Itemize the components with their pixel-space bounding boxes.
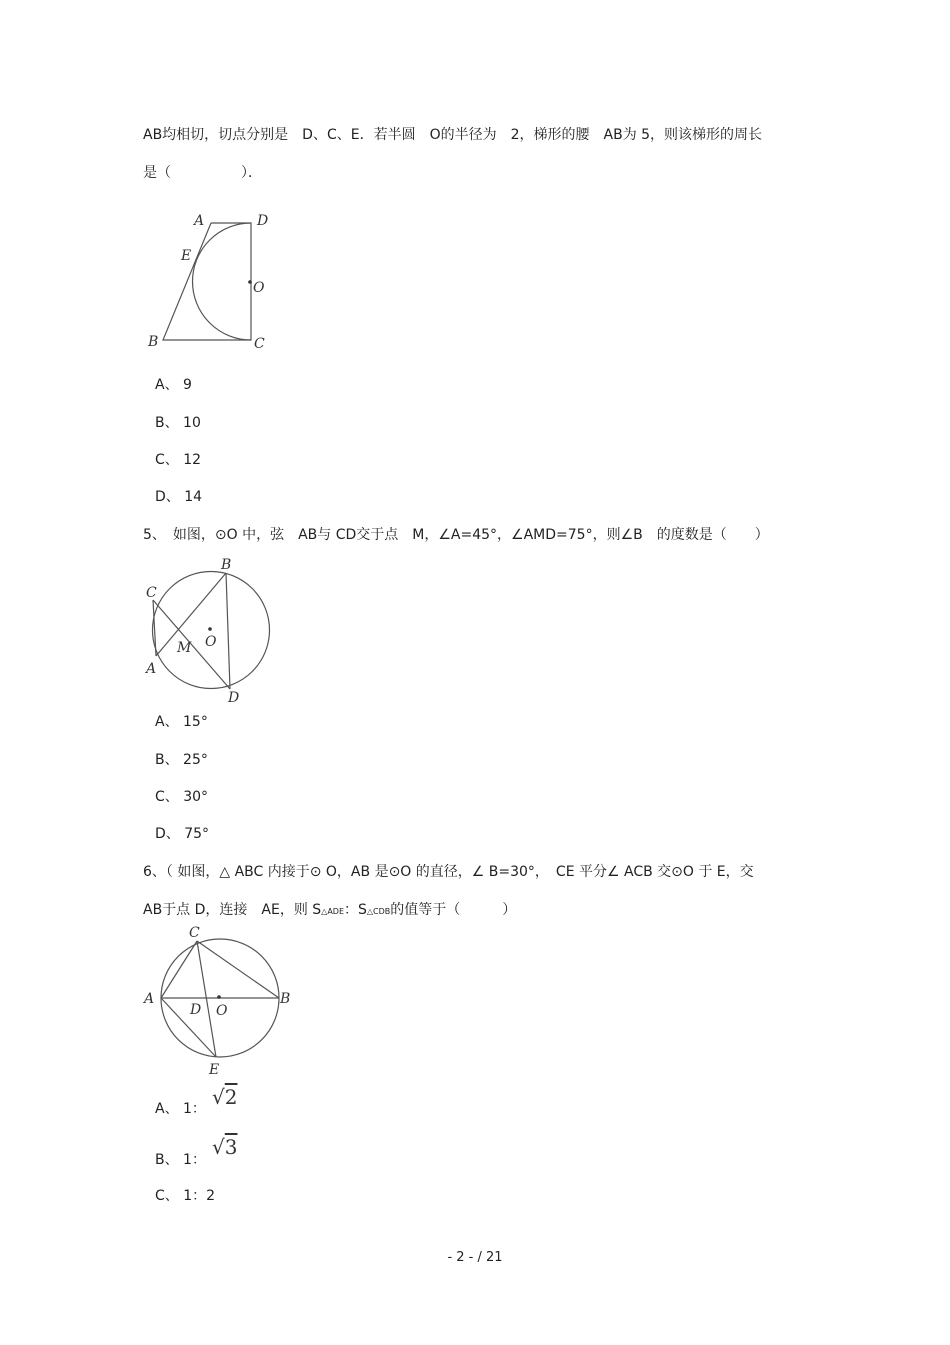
q5-stem: 5、 如图，⊙O 中，弦 AB与 CD交于点 M，∠A=45°，∠AMD=75°，则∠B 的度数是（ ） — [143, 527, 769, 543]
q6-option-a-sqrt: √2 — [212, 1085, 238, 1109]
q4-label-c: C — [254, 336, 265, 352]
q5-figure-circle-chords — [140, 552, 280, 707]
q6-sub-cdb: △CDB — [366, 907, 391, 916]
q5-label-a: A — [146, 661, 157, 677]
q6-label-a: A — [144, 991, 155, 1007]
q4-label-d: D — [257, 213, 269, 229]
q4-label-o: O — [253, 280, 265, 296]
page-number: - 2 - / 21 — [447, 1250, 503, 1265]
q4-label-a: A — [194, 213, 205, 229]
q4-option-d: D、 14 — [155, 489, 203, 505]
q4-option-b: B、 10 — [155, 415, 201, 431]
q6-option-a-radicand: 2 — [224, 1085, 238, 1109]
q6-label-o: O — [216, 1003, 228, 1019]
q5-option-b: B、 25° — [155, 752, 208, 768]
q6-label-b: B — [280, 991, 291, 1007]
q4-stem-line1: AB均相切，切点分别是 D、C、E．若半圆 O的半径为 2，梯形的腰 AB为 5，则该梯形的周长 — [143, 127, 763, 143]
q6-option-b: B、 1： — [155, 1152, 206, 1168]
q6-sub-ade: △ADE — [321, 907, 345, 916]
q5-label-m: M — [177, 640, 192, 656]
q6-figure-inscribed-triangle — [140, 922, 300, 1080]
q4-label-b: B — [148, 334, 159, 350]
q4-option-c: C、 12 — [155, 452, 202, 468]
q4-option-a: A、 9 — [155, 377, 192, 393]
q4-figure-trapezoid — [140, 205, 280, 357]
q6-label-e: E — [209, 1062, 220, 1078]
q5-option-d: D、 75° — [155, 826, 210, 842]
q6-option-b-sqrt: √3 — [212, 1135, 238, 1159]
q5-label-b: B — [221, 557, 232, 573]
q6-option-b-radicand: 3 — [224, 1135, 238, 1159]
q6-label-d: D — [190, 1002, 202, 1018]
q5-option-a: A、 15° — [155, 714, 208, 730]
q6-option-a: A、 1： — [155, 1101, 206, 1117]
q4-label-e: E — [181, 248, 192, 264]
q5-label-c: C — [146, 585, 157, 601]
q6-stem-line2: AB于点 D，连接 AE，则 S△ADE：S△CDB的值等于（ ） — [143, 902, 517, 918]
q4-stem-line2: 是（ ）． — [143, 165, 262, 181]
q6-label-c: C — [189, 925, 200, 941]
q5-label-o: O — [205, 634, 217, 650]
q6-option-c: C、 1：2 — [155, 1188, 216, 1204]
q5-option-c: C、 30° — [155, 789, 209, 805]
q6-stem-line1: 6、（ 如图，△ ABC 内接于⊙ O，AB 是⊙O 的直径，∠ B=30°， CE 平分∠ ACB 交⊙O 于 E，交 — [143, 864, 754, 880]
q5-label-d: D — [228, 690, 240, 706]
